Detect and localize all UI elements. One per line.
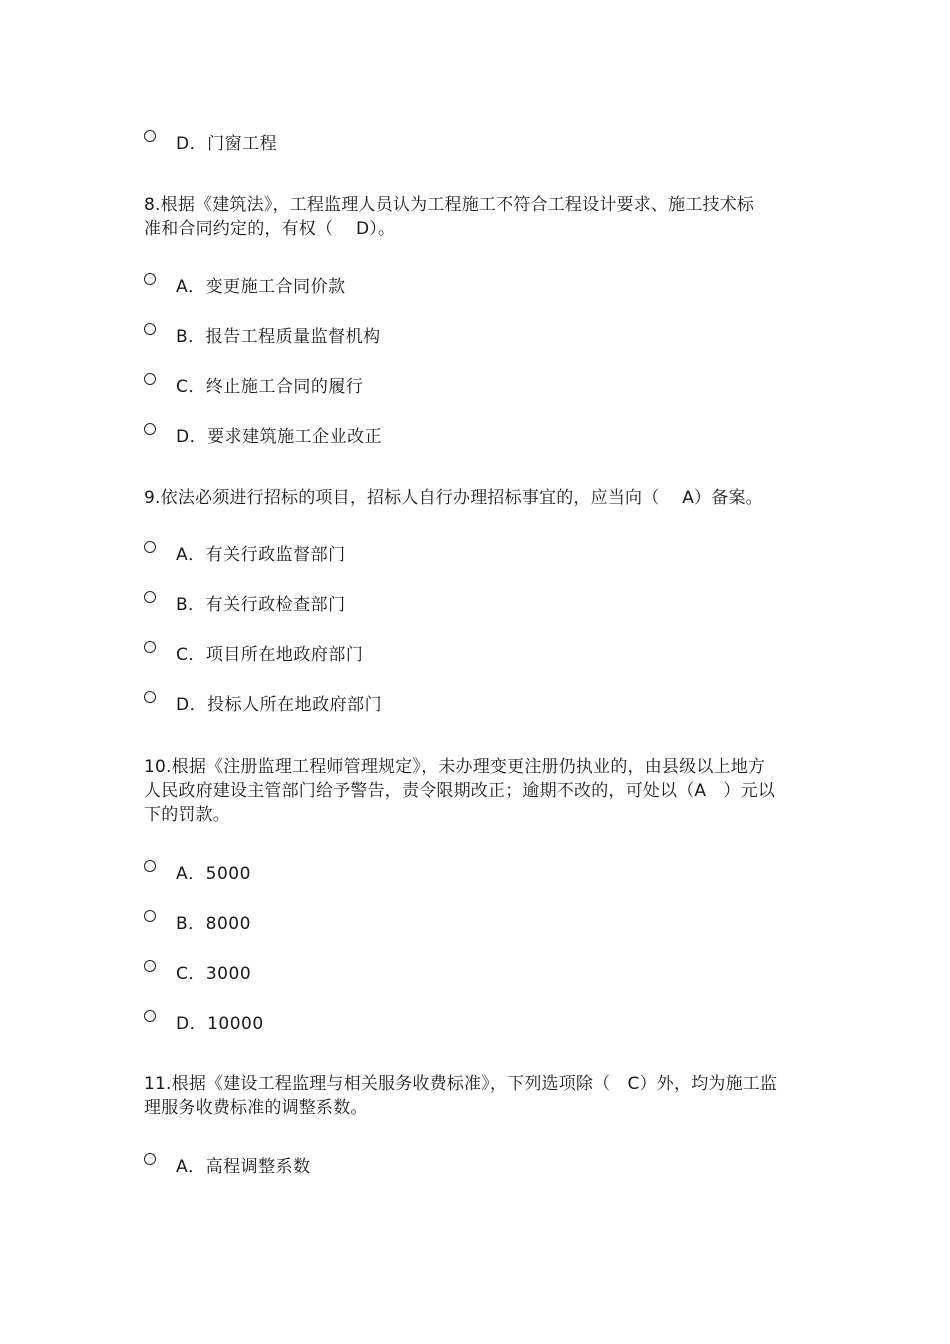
option-q9-d[interactable] — [144, 691, 744, 717]
question-text-line: 准和合同约定的，有权（ D）。 — [144, 219, 396, 239]
radio-button[interactable] — [144, 1010, 156, 1022]
option-label: D．要求建筑施工企业改正 — [176, 427, 383, 447]
radio-button[interactable] — [144, 691, 156, 703]
question-11 — [144, 1072, 810, 1120]
radio-button[interactable] — [144, 641, 156, 653]
option-label: D．门窗工程 — [176, 134, 278, 154]
question-text-line: 11.根据《建设工程监理与相关服务收费标准》，下列选项除（ C）外，均为施工监 — [144, 1074, 778, 1094]
question-text-line: 下的罚款。 — [144, 805, 230, 825]
option-label: A．5000 — [176, 864, 251, 884]
option-label: C．终止施工合同的履行 — [176, 377, 364, 397]
radio-button[interactable] — [144, 373, 156, 385]
option-q8-c[interactable] — [144, 373, 744, 399]
option-q8-a[interactable] — [144, 273, 744, 299]
option-q9-b[interactable] — [144, 591, 744, 617]
option-q11-a[interactable] — [144, 1153, 744, 1179]
question-text-line: 9.依法必须进行招标的项目，招标人自行办理招标事宜的，应当向（ A）备案。 — [144, 488, 763, 508]
option-q8-d[interactable] — [144, 423, 744, 449]
option-label: D．投标人所在地政府部门 — [176, 695, 383, 715]
radio-button[interactable] — [144, 323, 156, 335]
option-label: B．8000 — [176, 914, 251, 934]
option-label: B．有关行政检查部门 — [176, 595, 346, 615]
question-9 — [144, 486, 810, 510]
radio-button[interactable] — [144, 130, 156, 142]
radio-button[interactable] — [144, 541, 156, 553]
radio-button[interactable] — [144, 591, 156, 603]
question-text-line: 8.根据《建筑法》，工程监理人员认为工程施工不符合工程设计要求、施工技术标 — [144, 195, 755, 215]
question-text-line: 人民政府建设主管部门给予警告，责令限期改正；逾期不改的，可处以（A ）元以 — [144, 781, 776, 801]
option-q10-a[interactable] — [144, 860, 744, 886]
option-label: A．高程调整系数 — [176, 1157, 311, 1177]
radio-button[interactable] — [144, 960, 156, 972]
option-q7-d[interactable] — [144, 130, 744, 156]
question-10 — [144, 755, 810, 827]
question-text-line: 10.根据《注册监理工程师管理规定》，未办理变更注册仍执业的，由县级以上地方 — [144, 757, 766, 777]
question-8 — [144, 193, 810, 241]
option-label: A．有关行政监督部门 — [176, 545, 346, 565]
option-q10-d[interactable] — [144, 1010, 744, 1036]
option-label: B．报告工程质量监督机构 — [176, 327, 381, 347]
option-q9-a[interactable] — [144, 541, 744, 567]
option-q8-b[interactable] — [144, 323, 744, 349]
radio-button[interactable] — [144, 273, 156, 285]
radio-button[interactable] — [144, 910, 156, 922]
option-label: C．项目所在地政府部门 — [176, 645, 364, 665]
option-label: D．10000 — [176, 1014, 264, 1034]
option-label: A．变更施工合同价款 — [176, 277, 346, 297]
option-q10-c[interactable] — [144, 960, 744, 986]
option-q9-c[interactable] — [144, 641, 744, 667]
radio-button[interactable] — [144, 423, 156, 435]
radio-button[interactable] — [144, 860, 156, 872]
option-label: C．3000 — [176, 964, 252, 984]
radio-button[interactable] — [144, 1153, 156, 1165]
question-text-line: 理服务收费标准的调整系数。 — [144, 1098, 368, 1118]
option-q10-b[interactable] — [144, 910, 744, 936]
